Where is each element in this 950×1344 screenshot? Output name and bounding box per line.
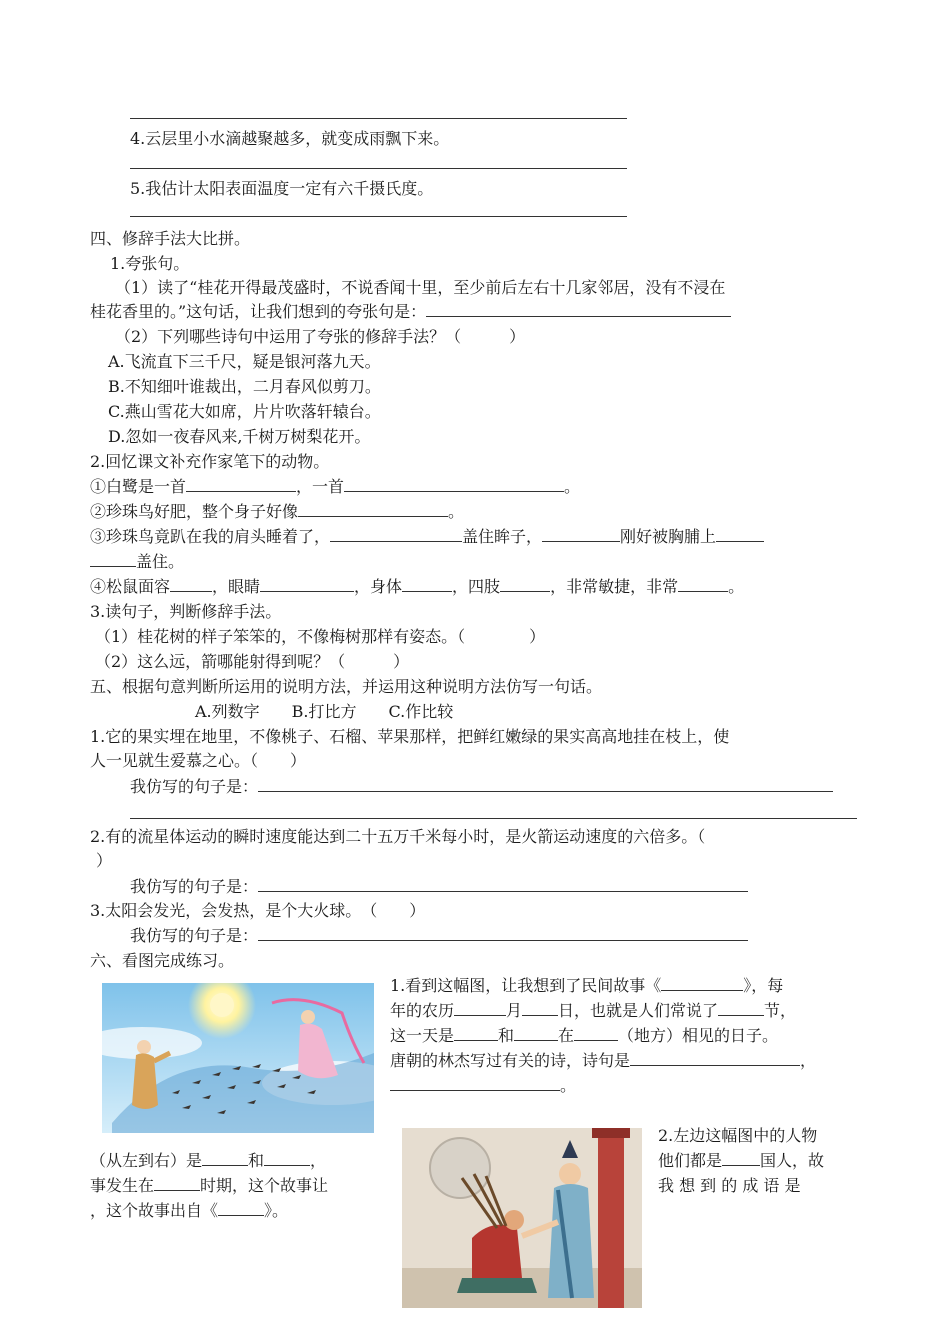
option-d: D.忽如一夜春风来,千树万树梨花开。: [108, 427, 371, 446]
text: ②珍珠鸟好肥，整个身子好像: [90, 502, 299, 521]
s3-item-4: 4.云层里小水滴越聚越多，就变成雨飘下来。: [130, 129, 450, 148]
blank[interactable]: [258, 925, 748, 941]
s6-p1-line5: [390, 1075, 576, 1097]
option-c: C.燕山雪花大如席，片片吹落轩辕台。: [108, 402, 381, 421]
s4-q2-item2: [90, 501, 464, 523]
blank[interactable]: [454, 1000, 506, 1016]
text: 时期，这个故事让: [200, 1176, 329, 1195]
text: 。: [564, 477, 581, 496]
s4-q3-item2: （2）这么远，箭哪能射得到呢？（ ）: [95, 652, 410, 671]
s5-q1-line2: 人一见就生爱慕之心。（ ）: [90, 751, 307, 770]
s5-q3-answer: [130, 925, 748, 947]
text: 1.看到这幅图，让我想到了民间故事《: [390, 976, 662, 995]
text: ，: [800, 1051, 817, 1070]
s6-p2-right1: 2.左边这幅图中的人物: [658, 1126, 818, 1145]
text: 在: [558, 1026, 575, 1045]
text: 我仿写的句子是：: [130, 926, 259, 945]
s4-q2-item3-cont: [90, 551, 184, 573]
blank[interactable]: [344, 476, 564, 492]
text: 他们都是: [658, 1151, 723, 1170]
blank[interactable]: [90, 551, 136, 567]
text: ④松鼠面容: [90, 577, 171, 596]
blank[interactable]: [722, 1150, 760, 1166]
blank[interactable]: [522, 1000, 558, 1016]
blank[interactable]: [218, 1200, 264, 1216]
s5-q1-line1: 1.它的果实埋在地里，不像桃子、石榴、苹果那样，把鲜红嫩绿的果实高高地挂在枝上，使: [90, 727, 730, 746]
text: 。: [560, 1076, 577, 1095]
apology-story-illustration: [402, 1128, 642, 1308]
blank[interactable]: [258, 776, 833, 792]
blank[interactable]: [298, 501, 448, 517]
text: ，: [310, 1151, 327, 1170]
s5-q3: 3.太阳会发光，会发热，是个大火球。 （ ）: [90, 901, 426, 920]
blank[interactable]: [202, 1150, 248, 1166]
s6-p2-left3: [90, 1200, 288, 1222]
s5-q1-answer: [130, 776, 833, 798]
text: 》，每: [743, 976, 784, 995]
blank[interactable]: [154, 1175, 200, 1191]
answer-line[interactable]: [130, 818, 857, 819]
text: ，身体: [354, 577, 403, 596]
blank[interactable]: [170, 576, 212, 592]
s4-q2-item1: [90, 476, 580, 498]
blank[interactable]: [260, 576, 354, 592]
s4-q3-item1: （1）桂花树的样子笨笨的，不像梅树那样有姿态。（ ）: [95, 627, 546, 646]
section-6-title: 六、看图完成练习。: [90, 951, 235, 970]
text: 盖住。: [136, 552, 185, 571]
blank[interactable]: [426, 301, 731, 317]
blank[interactable]: [258, 876, 748, 892]
text: ，眼睛: [212, 577, 261, 596]
text: 》。: [264, 1201, 289, 1220]
blank[interactable]: [716, 526, 764, 542]
text: 我仿写的句子是：: [130, 777, 259, 796]
option-a: A.飞流直下三千尺，疑是银河落九天。: [108, 352, 381, 371]
blank[interactable]: [630, 1050, 800, 1066]
option-b: B.不知细叶谁裁出，二月春风似剪刀。: [108, 377, 381, 396]
text: 和: [248, 1151, 265, 1170]
text: ，这个故事出自《: [90, 1201, 219, 1220]
s4-q2: 2.回忆课文补充作家笔下的动物。: [90, 452, 330, 471]
text: 和: [498, 1026, 515, 1045]
section-5-title: 五、根据句意判断所运用的说明方法，并运用这种说明方法仿写一句话。: [90, 677, 603, 696]
text: 月: [506, 1001, 523, 1020]
blank[interactable]: [661, 975, 743, 991]
s4-q1a-text: 桂花香里的。”这句话，让我们想到的夸张句是：: [90, 302, 427, 321]
text: ，四肢: [452, 577, 501, 596]
text: 盖住眸子，: [462, 527, 543, 546]
apology-image: [402, 1128, 642, 1308]
s6-p2-left2: [90, 1175, 328, 1197]
blank[interactable]: [678, 576, 728, 592]
s5-q2-answer: [130, 876, 748, 898]
s6-p1-line3: [390, 1025, 778, 1047]
answer-line[interactable]: [130, 118, 627, 119]
cowherd-weaver-illustration: [102, 983, 374, 1133]
s6-p1-line1: [390, 975, 783, 997]
text: ③珍珠鸟竟趴在我的肩头睡着了，: [90, 527, 331, 546]
blank[interactable]: [330, 526, 462, 542]
s5-options: A.列数字 B.打比方 C.作比较: [195, 702, 454, 721]
text: 。: [448, 502, 465, 521]
blank[interactable]: [514, 1025, 558, 1041]
s4-q2-item3: [90, 526, 764, 548]
text: ，非常敏捷，非常: [550, 577, 679, 596]
s4-q1a-line2: [90, 301, 731, 323]
blank[interactable]: [186, 476, 296, 492]
text: 节，: [764, 1001, 797, 1020]
text: 唐朝的林杰写过有关的诗，诗句是: [390, 1051, 631, 1070]
text: ①白鹭是一首: [90, 477, 187, 496]
text: 事发生在: [90, 1176, 155, 1195]
blank[interactable]: [542, 526, 620, 542]
text: 日，也就是人们常说了: [558, 1001, 719, 1020]
s3-item-5: 5.我估计太阳表面温度一定有六千摄氏度。: [130, 179, 434, 198]
text: （地方）相见的日子。: [618, 1026, 779, 1045]
s4-q1a-line1: （1）读了“桂花开得最茂盛时，不说香闻十里，至少前后左右十几家邻居，没有不浸在: [115, 278, 726, 297]
s6-p2-right3: 我 想 到 的 成 语 是: [658, 1176, 801, 1195]
blank[interactable]: [500, 576, 550, 592]
blank[interactable]: [390, 1075, 560, 1091]
text: 国人，故: [760, 1151, 825, 1170]
answer-line[interactable]: [130, 168, 627, 169]
text: 我仿写的句子是：: [130, 877, 259, 896]
blank[interactable]: [718, 1000, 764, 1016]
s6-p2-right2: [658, 1150, 824, 1172]
text: ，一首: [296, 477, 345, 496]
blank[interactable]: [264, 1150, 310, 1166]
s4-q1: 1.夸张句。: [110, 254, 190, 273]
answer-line[interactable]: [130, 216, 627, 217]
s4-q2-item4: [90, 576, 744, 598]
s6-p1-line2: [390, 1000, 796, 1022]
s5-q2-line1: 2.有的流星体运动的瞬时速度能达到二十五万千米每小时，是火箭运动速度的六倍多。（: [90, 827, 706, 846]
text: 。: [728, 577, 745, 596]
s6-p1-line4: [390, 1050, 816, 1072]
blank[interactable]: [454, 1025, 498, 1041]
s5-q2-line2: ）: [96, 851, 113, 870]
blank[interactable]: [402, 576, 452, 592]
text: 刚好被胸脯上: [620, 527, 717, 546]
text: 这一天是: [390, 1026, 455, 1045]
s6-p2-left1: [90, 1150, 326, 1172]
magpie-bridge-image: [102, 983, 374, 1133]
section-4-title: 四、修辞手法大比拼。: [90, 229, 251, 248]
blank[interactable]: [574, 1025, 618, 1041]
s4-q1b: （2）下列哪些诗句中运用了夸张的修辞手法？（ ）: [115, 327, 526, 346]
text: （从左到右）是: [90, 1151, 203, 1170]
s4-q3: 3.读句子，判断修辞手法。: [90, 602, 282, 621]
text: 年的农历: [390, 1001, 455, 1020]
